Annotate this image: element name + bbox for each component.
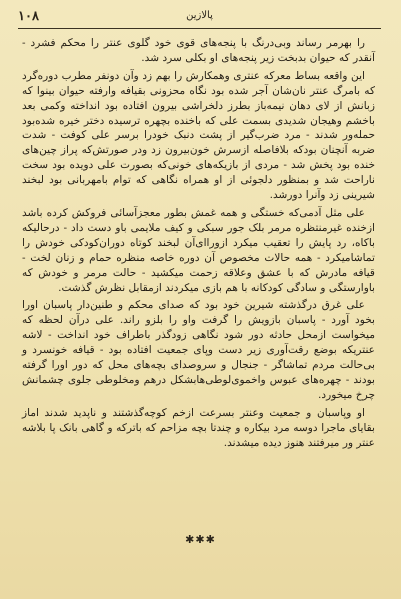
- running-title: پالازین: [186, 10, 213, 21]
- body-text: [22, 36, 375, 453]
- page-number: ۱۰۸: [18, 9, 39, 24]
- paragraph: را بهرمر رساند وبی‌درنگ با پنجه‌های قوی خود گلوی عنتر را محکم فشرد - آنقدر که حیوان بدبخت زیر پنجه‌های او بکلی سرد شد.: [22, 37, 375, 64]
- section-ornament: ✱✱✱: [185, 533, 216, 546]
- page-header: [18, 9, 381, 29]
- paragraph: علی غرق درگذشته شیرین خود بود که صدای محکم و طنین‌دار پاسبان اورا بخود آورد - پاسبان بازویش را گرفت واو را بلزو راند. علی درآن لحظه که میخواست ازمحل حادثه دور شود نگاهی زودگذر باطراف خود انداخت - لاشه عنتریکه بوضع رقت‌آوری زیر دست وپای جمعیت افتاده بود - قیافه خونسرد و بی‌حالت مردم تماشاگر - جنجال و سروصدای بچه‌های محل که دور اورا گرفته بودند - چهره‌های عبوس واخموی‌لوطی‌هابشکل درهم ومخلوطی جلوی چشمانش چرخ میخورد.: [22, 299, 375, 401]
- header-rule: [18, 28, 381, 29]
- paragraph: او وپاسبان و جمعیت وعنتر بسرعت ازخم کوچه‌گذشتند و ناپدید شدند اماز بقایای ماجرا دوسه مرد بیکاره و چندتا بچه مزاحم که باترکه و گاهی بانک پا بلاشه عنتر ور میرفتند هنوز دیده میشدند.: [22, 406, 375, 449]
- paragraph: علی مثل آدمی‌که خستگی و همه غمش بطور معجزآسائی فروکش کرده باشد ازخنده غیرمنتظره مرمر بلک جور سبکی و کیف ملایمی باو دست داد - درحالیکه باکاه، رد پایش را تعقیب میکرد ازوراای‌آن لبخند کوتاه دوران‌کودکی خودش را تماشامیکرد - همه حالات مخصوص آن دوره خاصه منظره حمام و زنان لخت - قیافه مادرش که با عشق وعلاقه زحمت میکشید - حالت مرمر و خودش که باوارستگی و سادگی کودکانه با هم بازی میکردند ازمقابل نظرش گذشت.: [22, 206, 375, 294]
- paragraph: این واقعه بساط معرکه عنتری وهمکارش را بهم زد وآن دونفر مطرب دوره‌گرد که بامرگ عنتر نان‌شان آجر شده بود نگاه محزونی بقیافه وارفته حیوان بینوا که زبانش از لای دهان نیمه‌باز بطرز دلخراشی بیرون افتاده بود انداخته وکمی بعد باخشم وهیجان شدیدی بسمت علی که باخنده بچهره ترسیده دختر خیره شده‌بود حمله‌ور شدند - مرد ضرب‌گیر از پشت دنبک خودرا برسر علی کوفت - شدت ضربه آنچنان بودکه بلافاصله ازسرش خون‌بیرون زد ودر صورتش‌که پراز چین‌های خنده بود پخش شد - مردی از بازیکه‌های خونی‌که بصورت علی دویده بود سخت ناراحت شد و بمنظور دلجوئی از او همراه نگاهی که توام بامهربانی بود لبخند شیرینی زد وآنرا دورشد.: [22, 69, 375, 202]
